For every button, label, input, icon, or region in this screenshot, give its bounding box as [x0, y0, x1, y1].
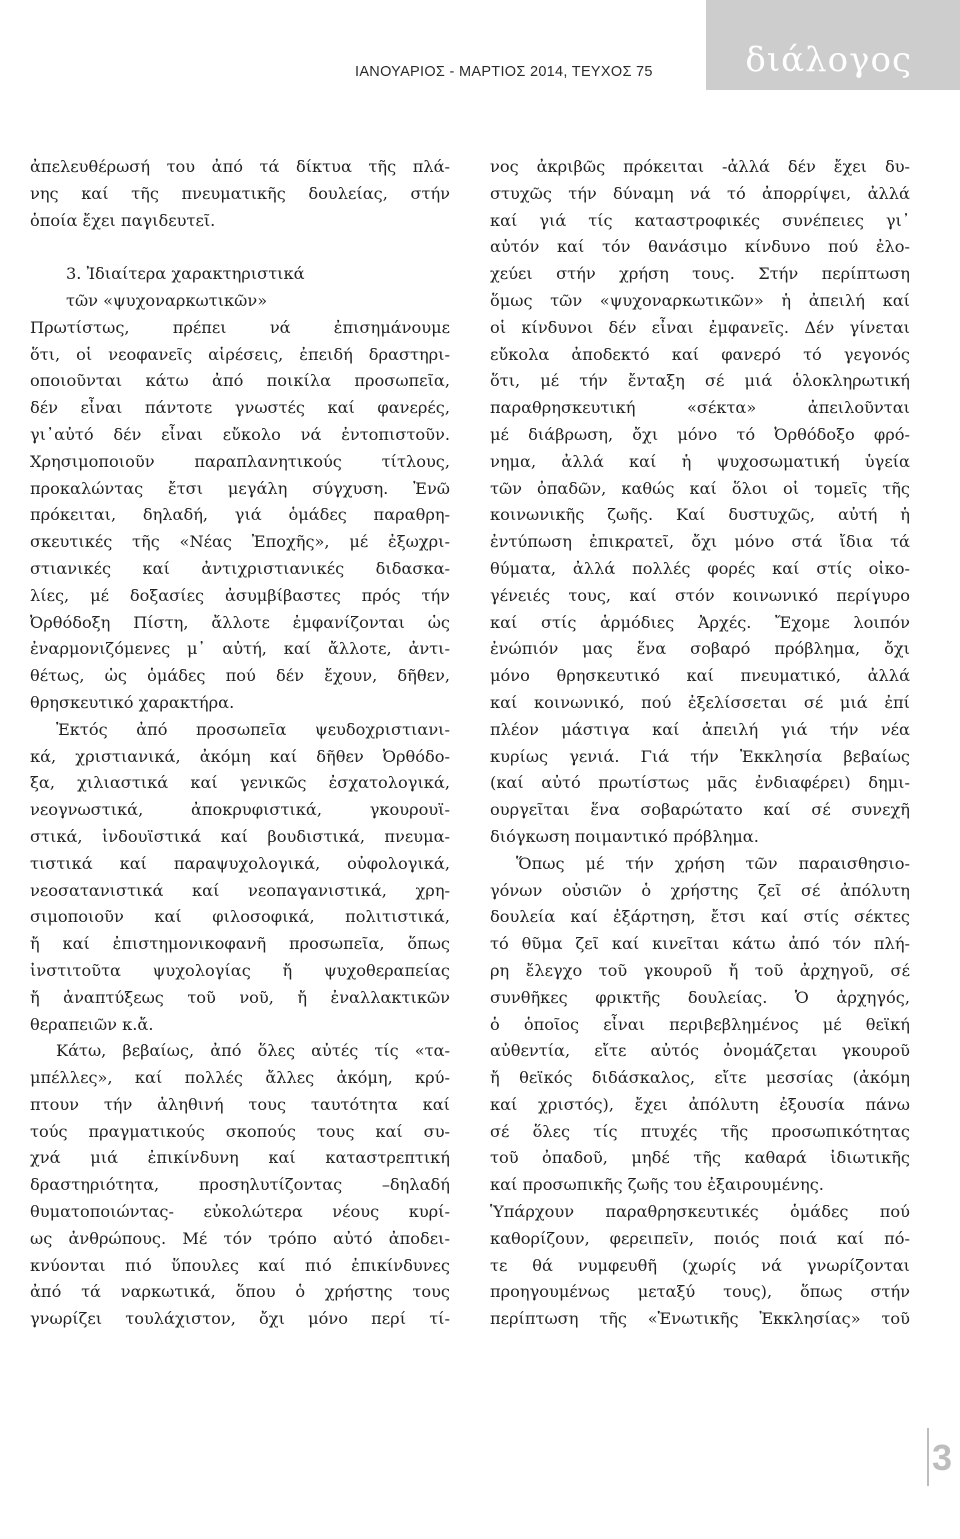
text-line: ἀπό τά ναρκωτικά, ὅπου ὁ χρήστης τους [30, 1282, 450, 1302]
text-line: τῶν ὀπαδῶν, καθώς καί ὅλοι οἱ τομεῖς τῆς [490, 478, 910, 498]
text-line: παραθρησκευτική «σέκτα» ἀπειλοῦνται [490, 398, 910, 418]
text-line: περίπτωση τῆς «Ἑνωτικῆς Ἐκκλησίας» τοῦ [490, 1309, 910, 1329]
magazine-logo: διάλογος [745, 40, 912, 80]
text-line: αὐθεντία, εἴτε αὐτός ὀνομάζεται γκουροῦ [490, 1041, 910, 1061]
text-line: σιμοποιοῦν καί φιλοσοφικά, πολιτιστικά, [30, 907, 450, 927]
section-heading-line: τῶν «ψυχοναρκωτικῶν» [66, 290, 268, 310]
text-line: ἐναρμονιζόμενες μ᾽ αὐτή, καί ἄλλοτε, ἀντι- [30, 639, 450, 659]
paragraph-gap [30, 234, 450, 261]
text-line: καί χριστός), ἔχει ἀπόλυτη ἐξουσία πάνω [490, 1094, 910, 1114]
text-line: τούς πραγματικούς σκοπούς τους καί συ- [30, 1121, 450, 1141]
text-line: ἤ θεϊκός διδάσκαλος, εἴτε μεσσίας (ἀκόμη [490, 1068, 910, 1088]
text-line: ουργεῖται ἕνα σοβαρώτατο καί σέ συνεχῆ [490, 800, 910, 820]
text-line: Ἐκτός ἀπό προσωπεῖα ψευδοχριστιανι- [56, 719, 450, 739]
text-line: Ὅπως μέ τήν χρήση τῶν παραισθησιο- [516, 853, 910, 873]
text-line: δουλεία καί ἐξάρτηση, ἔτσι καί στίς σέκτες [490, 907, 910, 927]
text-line: ὅτι, οἱ νεοφανεῖς αἱρέσεις, ἐπειδή δραστηρι- [30, 344, 450, 364]
left-text-column [30, 154, 450, 1333]
text-line: πλέον μάστιγα καί ἀπειλή γιά τήν νέα [490, 719, 910, 739]
text-line: οποιοῦνται κάτω ἀπό ποικίλα προσωπεῖα, [30, 371, 450, 391]
text-line: καί στίς ἁρμόδιες Ἀρχές. Ἔχομε λοιπόν [490, 612, 910, 632]
text-line: δραστηριότητα, προσηλυτίζοντας –δηλαδή [30, 1175, 450, 1195]
text-line: κνύονται πιό ὕπουλες καί πιό ἐπικίνδυνες [30, 1255, 450, 1275]
text-line: οἱ κίνδυνοι δέν εἶναι ἐμφανεῖς. Δέν γίνεται [490, 317, 910, 337]
text-line: στικά, ἰνδουϊστικά καί βουδιστικά, πνευμα- [30, 826, 450, 846]
text-line: θύματα, ἀλλά πολλές φορές καί στίς οἰκο- [490, 558, 910, 578]
magazine-logo-box [706, 0, 960, 90]
text-line: τοῦ ὀπαδοῦ, μηδέ τῆς καθαρά ἰδιωτικῆς [490, 1148, 910, 1168]
text-line: εὔκολα ἀποδεκτό καί φανερό τό γεγονός [490, 344, 910, 364]
text-line: χεύει στήν χρήση τους. Στήν περίπτωση [490, 264, 910, 284]
text-line: συνθῆκες φρικτῆς δουλείας. Ὁ ἀρχηγός, [490, 987, 910, 1007]
text-line: αὐτόν καί τόν θανάσιμο κίνδυνο πού ἐλο- [490, 237, 910, 257]
text-line: κά, χριστιανικά, ἀκόμη καί δῆθεν Ὀρθόδο- [30, 746, 450, 766]
text-line: κοινωνικῆς ζωῆς. Καί δυστυχῶς, αὐτή ἡ [490, 505, 910, 525]
text-line: Χρησιμοποιοῦν παραπλανητικούς τίτλους, [30, 451, 450, 471]
text-line: θέτως, ὡς ὁμάδες πού δέν ἔχουν, δῆθεν, [30, 666, 450, 686]
text-line: νεοσατανιστικά καί νεοπαγανιστικά, χρη- [30, 880, 450, 900]
right-text-column [490, 154, 910, 1333]
page-number-rule [927, 1428, 929, 1486]
text-line: θεραπειῶν κ.ἄ. [30, 1014, 154, 1034]
text-line: ρη ἔλεγχο τοῦ γκουροῦ ἤ τοῦ ἀρχηγοῦ, σέ [490, 960, 910, 980]
text-line: καί κοινωνικό, πού ἐξελίσσεται σέ μιά ἐπί [490, 692, 910, 712]
text-line: Ὀρθόδοξη Πίστη, ἄλλοτε ἐμφανίζονται ὡς [30, 612, 450, 632]
text-line: κυρίως γενιά. Γιά τήν Ἐκκλησία βεβαίως [490, 746, 910, 766]
text-line: ἤ καί ἐπιστημονικοφανῆ προσωπεῖα, ὅπως [30, 934, 450, 954]
text-line: καί γιά τίς καταστροφικές συνέπειες γι᾽ [490, 210, 910, 230]
text-line: γένειές τους, καί στόν κοινωνικό περίγυρο [490, 585, 910, 605]
text-line: ὅμως τῶν «ψυχοναρκωτικῶν» ἡ ἀπειλή καί [490, 290, 910, 310]
text-line: ὅτι, μέ τήν ἔνταξη σέ μιά ὁλοκληρωτική [490, 371, 910, 391]
text-line: ἰνστιτοῦτα ψυχολογίας ἤ ψυχοθεραπείας [30, 960, 450, 980]
text-line: νεογνωστικά, ἀποκρυφιστικά, γκουρουϊ- [30, 800, 450, 820]
text-line: τιστικά καί παραψυχολογικά, οὐφολογικά, [30, 853, 450, 873]
text-line: Κάτω, βεβαίως, ἀπό ὅλες αὐτές τίς «τα- [56, 1041, 450, 1061]
text-line: στυχῶς τήν δύναμη νά τό ἀπορρίψει, ἀλλά [490, 183, 910, 203]
text-line: ἀπελευθέρωσή του ἀπό τά δίκτυα τῆς πλά- [30, 157, 450, 176]
section-heading-line: 3. Ἰδιαίτερα χαρακτηριστικά [66, 264, 305, 284]
text-line: πρόκειται, δηλαδή, γιά ὁμάδες παραθρη- [30, 505, 450, 525]
text-line: καί προσωπικῆς ζωῆς του ἐξαιρουμένης. [490, 1175, 824, 1195]
text-line: τό θῦμα ζεῖ καί κινεῖται κάτω ἀπό τόν πλή- [490, 934, 910, 954]
text-line: πτουν τήν ἀληθινή τους ταυτότητα καί [30, 1094, 450, 1114]
text-line: χνά μιά ἐπικίνδυνη καί καταστρεπτική [30, 1148, 450, 1168]
text-line: ὁ ὁποῖος εἶναι περιβεβλημένος μέ θεϊκή [490, 1014, 910, 1034]
text-line: σέ ὅλες τίς πτυχές τῆς προσωπικότητας [490, 1121, 910, 1141]
text-line: (καί αὐτό πρωτίστως μᾶς ἐνδιαφέρει) δημι- [490, 773, 910, 793]
text-line: διόγκωση ποιμαντικό πρόβλημα. [490, 826, 759, 846]
text-line: προκαλώντας ἔτσι μεγάλη σύγχυση. Ἐνῶ [30, 478, 450, 498]
text-line: νημα, ἀλλά καί ἡ ψυχοσωματική ὑγεία [490, 451, 910, 471]
text-line: στιανικές καί ἀντιχριστιανικές διδασκα- [30, 558, 450, 578]
text-line: προηγουμένως μεταξύ τους), ὅπως στήν [490, 1282, 910, 1302]
text-line: ἐντύπωση ἐπικρατεῖ, ὄχι μόνο στά ἴδια τά [490, 532, 910, 552]
text-line: ξα, χιλιαστικά καί γενικῶς ἐσχατολογικά, [30, 773, 450, 793]
text-line: θρησκευτικό χαρακτήρα. [30, 692, 235, 712]
text-line: καθορίζουν, φερειπεῖν, ποιός ποιά καί πό- [490, 1228, 910, 1248]
text-line: μέ διάβρωση, ὄχι μόνο τό Ὀρθόδοξο φρό- [490, 424, 910, 444]
text-line: γι᾽αὐτό δέν εἶναι εὔκολο νά ἐντοπιστοῦν. [30, 424, 450, 444]
text-line: δέν εἶναι πάντοτε γνωστές καί φανερές, [30, 398, 450, 418]
text-line: τε θά νυμφευθῆ (χωρίς νά γνωρίζονται [490, 1255, 910, 1275]
text-line: ως ἀνθρώπους. Μέ τόν τρόπο αὐτό ἀποδει- [30, 1228, 450, 1248]
text-line: νης καί τῆς πνευματικῆς δουλείας, στήν [30, 183, 450, 203]
text-line: Ὑπάρχουν παραθρησκευτικές ὁμάδες πού [490, 1202, 910, 1222]
page-number: 3 [932, 1437, 953, 1478]
text-line: λίες, μέ δοξασίες ἀσυμβίβαστες πρός τήν [30, 585, 450, 605]
text-line: νος ἀκριβῶς πρόκειται -ἀλλά δέν ἔχει δυ- [490, 157, 910, 176]
text-line: ἐνώπιόν μας ἕνα σοβαρό πρόβλημα, ὄχι [490, 639, 910, 659]
text-line: γνωρίζει τουλάχιστον, ὄχι μόνο περί τί- [30, 1309, 450, 1329]
text-line: Πρωτίστως, πρέπει νά ἐπισημάνουμε [30, 317, 450, 337]
text-line: μπέλλες», καί πολλές ἄλλες ἀκόμη, κρύ- [30, 1068, 450, 1088]
text-line: σκευτικές τῆς «Νέας Ἐποχῆς», μέ ἐξωχρι- [30, 532, 450, 552]
text-line: ἤ ἀναπτύξεως τοῦ νοῦ, ἤ ἐναλλακτικῶν [30, 987, 450, 1007]
issue-header: ΙΑΝΟΥΑΡΙΟΣ - ΜΑΡΤΙΟΣ 2014, ΤΕΥΧΟΣ 75 [355, 64, 653, 80]
text-line: μόνο θρησκευτικό καί πνευματικό, ἀλλά [490, 666, 910, 686]
text-line: θυματοποιώντας- εὐκολώτερα νέους κυρί- [30, 1202, 450, 1222]
text-line: γόνων οὐσιῶν ὁ χρήστης ζεῖ σέ ἀπόλυτη [490, 880, 910, 900]
text-line: ὁποία ἔχει παγιδευτεῖ. [30, 210, 216, 230]
